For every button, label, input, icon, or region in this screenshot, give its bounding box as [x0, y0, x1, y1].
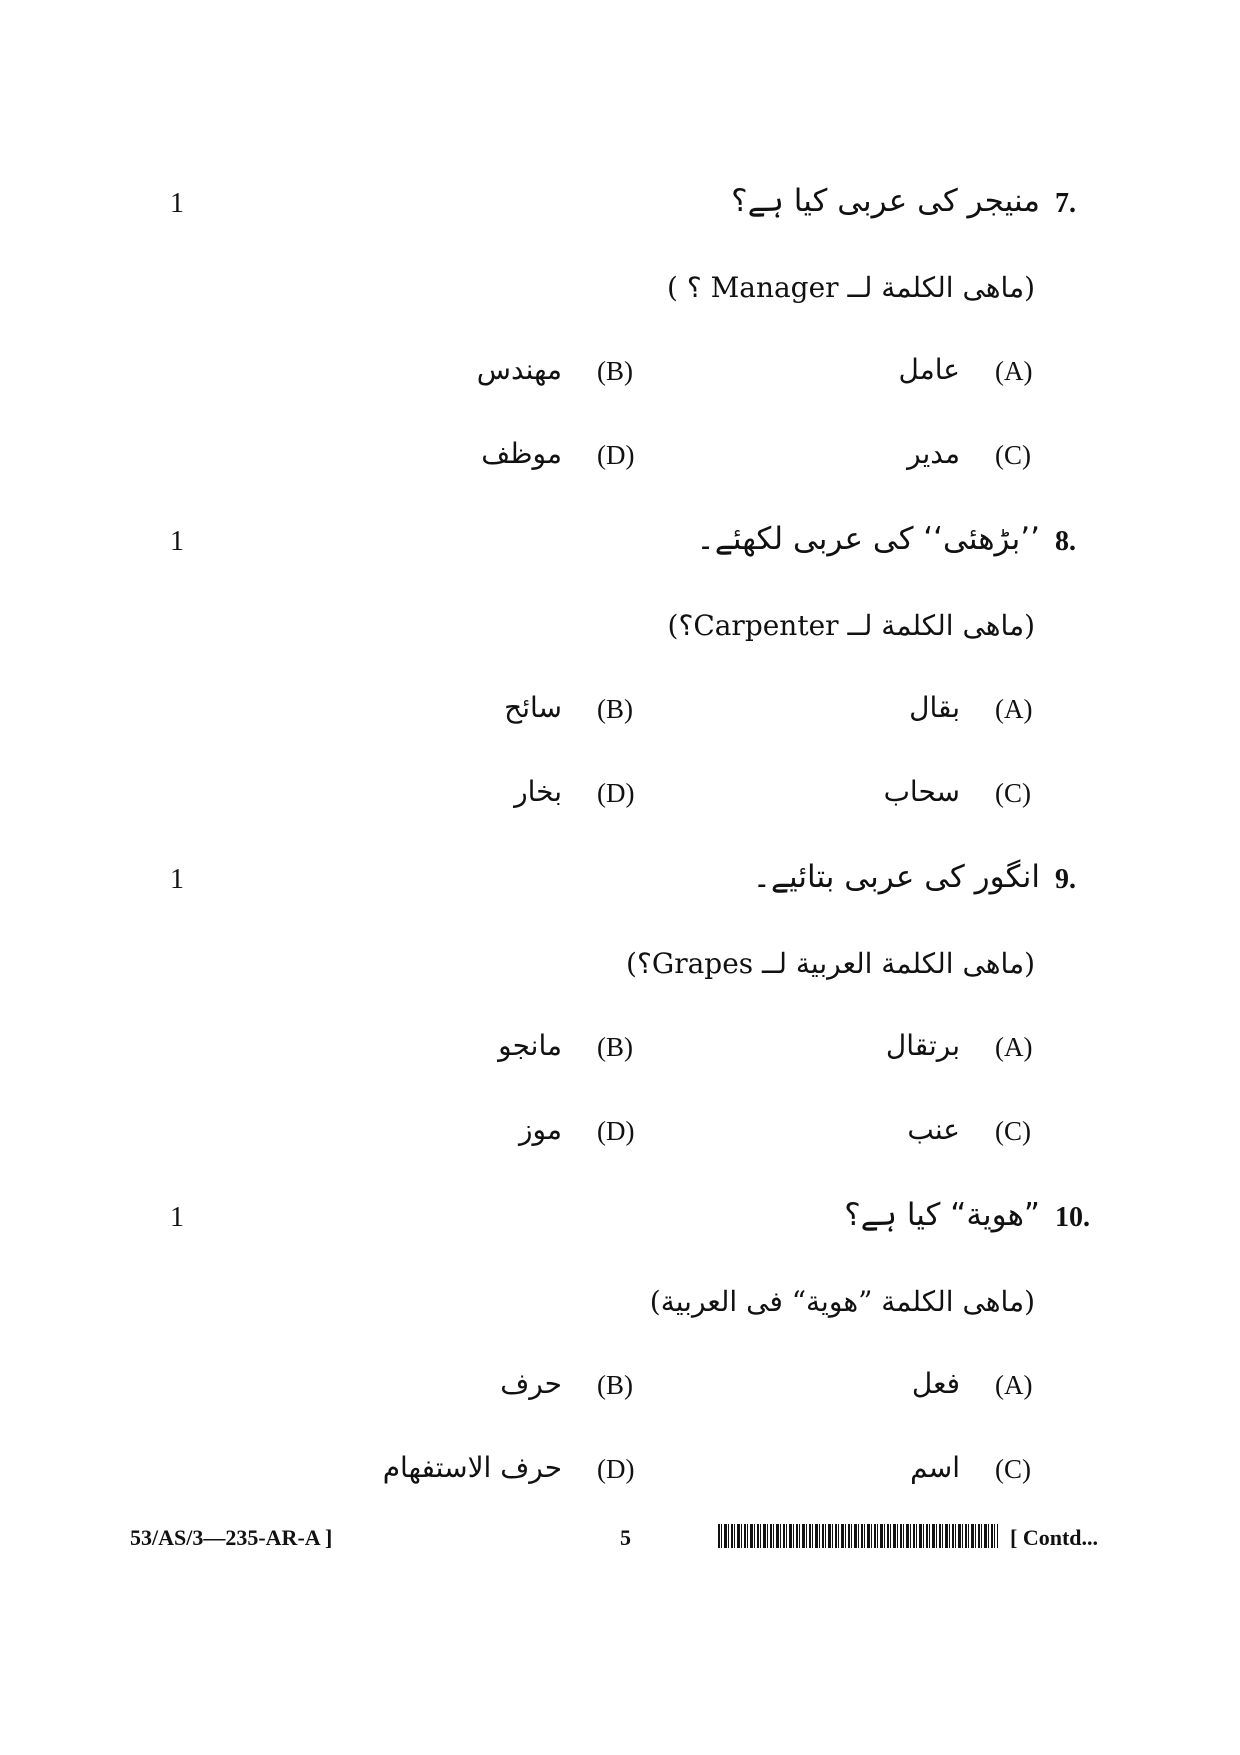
q7-text: منیجر کی عربی کیا ہے؟ [731, 183, 1040, 219]
q8-option-d-text[interactable]: بخار [514, 775, 562, 808]
q8-option-d-letter: (D) [597, 778, 635, 808]
q10-option-c-letter: (C) [995, 1454, 1031, 1484]
q7-option-b-letter: (B) [597, 356, 633, 386]
q7-option-c-text[interactable]: مدير [907, 437, 960, 470]
q8-number: 8. [1055, 526, 1076, 557]
q10-option-d-letter: (D) [597, 1454, 635, 1484]
q9-option-b-letter: (B) [597, 1032, 633, 1062]
q9-option-c-text[interactable]: عنب [907, 1113, 960, 1146]
page-number: 5 [620, 1525, 631, 1550]
q10-option-b-letter: (B) [597, 1370, 633, 1400]
q10-option-d-text[interactable]: حرف الاستفهام [382, 1451, 562, 1484]
q10-option-a-letter: (A) [995, 1370, 1033, 1400]
q8-subtext: (ماهی الکلمة لــ Carpenter؟) [667, 609, 1035, 642]
q10-option-b-text[interactable]: حرف [500, 1367, 562, 1400]
q8-option-c-letter: (C) [995, 778, 1031, 808]
q9-option-a-letter: (A) [995, 1032, 1033, 1062]
q9-text: انگور کی عربی بتائیے۔ [752, 859, 1040, 895]
q10-option-c-text[interactable]: اسم [910, 1451, 960, 1484]
q10-marks: 1 [170, 1202, 184, 1233]
q7-subtext: (ماهی الکلمة لــ Manager ؟ ) [667, 271, 1035, 304]
q7-marks: 1 [170, 188, 184, 219]
q9-marks: 1 [170, 864, 184, 895]
q9-option-b-text[interactable]: مانجو [498, 1029, 562, 1062]
q9-number: 9. [1055, 864, 1076, 895]
q9-option-c-letter: (C) [995, 1116, 1031, 1146]
q8-text: ’’بڑھئی‘‘ کی عربی لکھئے۔ [696, 521, 1040, 557]
q8-option-b-letter: (B) [597, 694, 633, 724]
q10-number: 10. [1055, 1202, 1090, 1233]
q8-option-b-text[interactable]: سائح [504, 691, 562, 724]
q8-option-a-letter: (A) [995, 694, 1033, 724]
q7-option-b-text[interactable]: مهندس [476, 353, 562, 386]
q8-option-c-text[interactable]: سحاب [883, 775, 960, 808]
q7-option-c-letter: (C) [995, 440, 1031, 470]
q9-option-d-letter: (D) [597, 1116, 635, 1146]
continued-label: [ Contd... [1010, 1525, 1099, 1550]
q8-option-a-text[interactable]: بقال [909, 691, 960, 724]
q10-subtext: (ماهی الکلمة ”هوية“ فی العربیة) [649, 1285, 1035, 1318]
q7-option-a-letter: (A) [995, 356, 1033, 386]
q10-option-a-text[interactable]: فعل [911, 1367, 960, 1400]
barcode-icon [718, 1524, 998, 1548]
q7-number: 7. [1055, 188, 1076, 219]
q7-option-d-text[interactable]: موظف [481, 437, 562, 470]
paper-code: 53/AS/3—235-AR-A ] [130, 1525, 333, 1550]
q9-subtext: (ماهی الکلمة العربیة لــ Grapes؟) [626, 947, 1035, 980]
q9-option-a-text[interactable]: برتقال [885, 1029, 960, 1062]
q7-option-d-letter: (D) [597, 440, 635, 470]
q8-marks: 1 [170, 526, 184, 557]
q7-option-a-text[interactable]: عامل [898, 353, 960, 386]
q10-text: ”هوية“ کیا ہے؟ [844, 1197, 1040, 1233]
q9-option-d-text[interactable]: موز [519, 1113, 562, 1146]
